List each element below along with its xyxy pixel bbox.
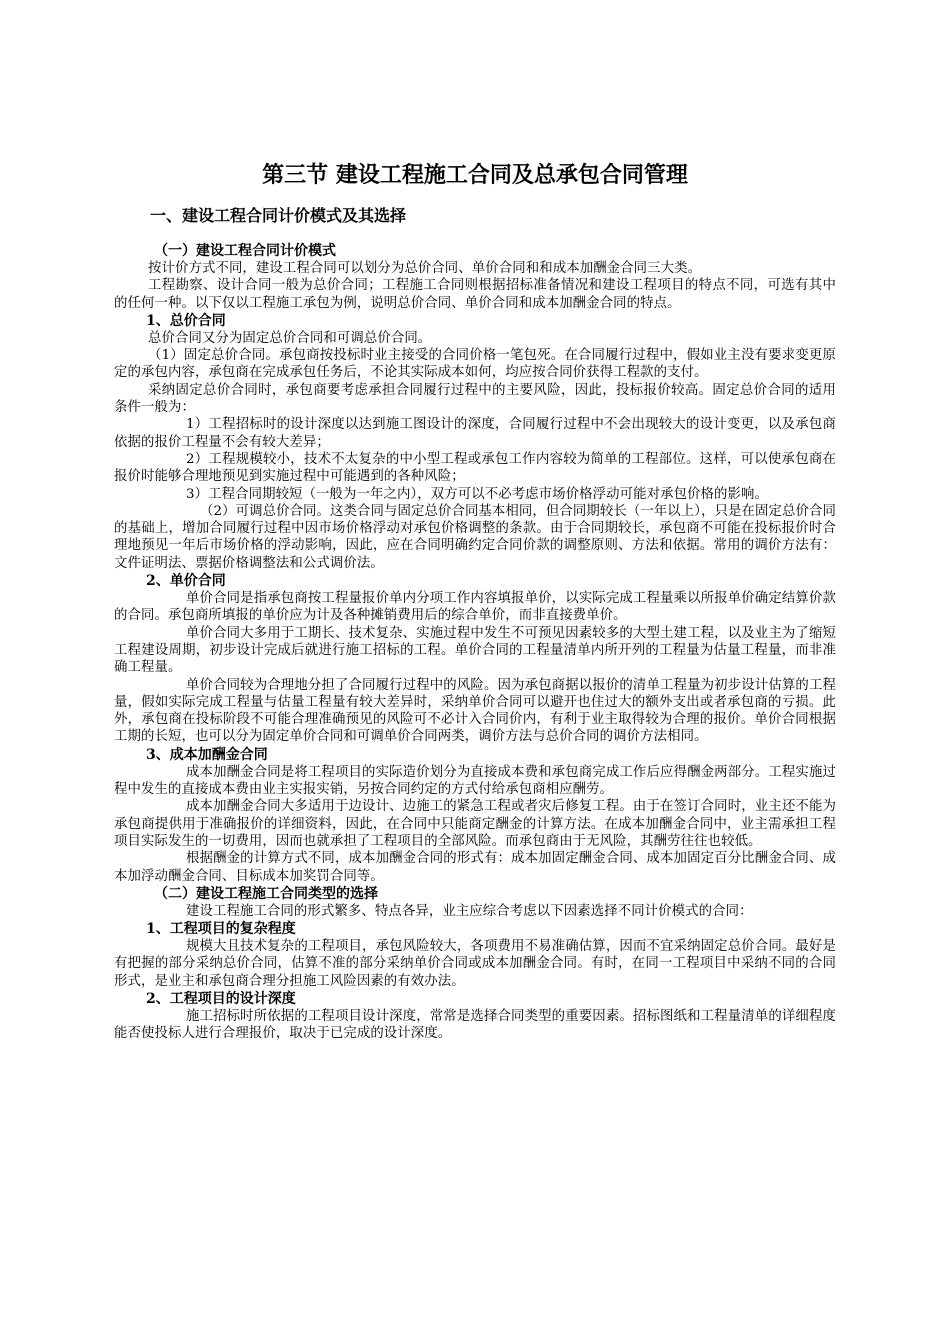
heading-design-depth: 2、工程项目的设计深度: [146, 990, 296, 1007]
paragraph: 总价合同又分为固定总价合同和可调总价合同。: [148, 330, 432, 346]
paragraph: 成本加酬金合同大多适用于边设计、边施工的紧急工程或者灾后修复工程。由于在签订合同时，业主还不能为承包商提供用于准确报价的详细资料，因此，在合同中只能商定酬金的计算方法。在成本加酬金合同中，业主需承担工程项目实际发生的一切费用，因而也就承担了工程项目的全部风险。而承包商由于无风险，其酬劳往往也较低。: [114, 799, 836, 849]
heading-total-price-contract: 1、总价合同: [146, 312, 226, 329]
paragraph: 规模大且技术复杂的工程项目，承包风险较大，各项费用不易准确估算，因而不宜采纳固定总价合同。最好是有把握的部分采纳总价合同，估算不准的部分采纳单价合同或成本加酬金合同。有时，在同一工程项目中采纳不同的合同形式，是业主和承包商合理分担施工风险因素的有效办法。: [114, 939, 836, 989]
paragraph: 根据酬金的计算方式不同，成本加酬金合同的形式有：成本加固定酬金合同、成本加固定百分比酬金合同、成本加浮动酬金合同、目标成本加奖罚合同等。: [114, 851, 836, 884]
list-item: 2）工程规模较小，技术不太复杂的中小型工程或承包工作内容较为简单的工程部位。这样，可以使承包商在报价时能够合理地预见到实施过程中可能遇到的各种风险；: [114, 451, 836, 485]
paragraph: （1）固定总价合同。承包商按投标时业主接受的合同价格一笔包死。在合同履行过程中，假如业主没有要求变更原定的承包内容，承包商在完成承包任务后，不论其实际成本如何，均应按合同价获得工程款的支付。: [114, 348, 836, 381]
paragraph: 单价合同是指承包商按工程量报价单内分项工作内容填报单价，以实际完成工程量乘以所报单价确定结算价款的合同。承包商所填报的单价应为计及各种摊销费用后的综合单价，而非直接费单价。: [114, 591, 836, 624]
paragraph: 成本加酬金合同是将工程项目的实际造价划分为直接成本费和承包商完成工作后应得酬金两部分。工程实施过程中发生的直接成本费由业主实报实销，另按合同约定的方式付给承包商相应酬劳。: [114, 764, 836, 798]
page-title: 第三节 建设工程施工合同及总承包合同管理: [262, 162, 688, 188]
heading-project-complexity: 1、工程项目的复杂程度: [146, 921, 296, 938]
paragraph: 采纳固定总价合同时，承包商要考虑承担合同履行过程中的主要风险，因此，投标报价较高。固定总价合同的适用条件一般为：: [114, 382, 836, 416]
paragraph: 按计价方式不同，建设工程合同可以划分为总价合同、单价合同和和成本加酬金合同三大类。: [148, 261, 702, 276]
subsection-heading-contract-selection: （二）建设工程施工合同类型的选择: [154, 885, 378, 902]
paragraph: 施工招标时所依据的工程项目设计深度，常常是选择合同类型的重要因素。招标图纸和工程量清单的详细程度能否使投标人进行合理报价，取决于已完成的设计深度。: [114, 1008, 836, 1042]
heading-cost-plus-contract: 3、成本加酬金合同: [146, 746, 268, 763]
paragraph: 单价合同大多用于工期长、技术复杂、实施过程中发生不可预见因素较多的大型土建工程，以及业主为了缩短工程建设周期，初步设计完成后就进行施工招标的工程。单价合同的工程量清单内所开列的工程量为估量工程量，而非准确工程量。: [114, 625, 836, 676]
paragraph: 单价合同较为合理地分担了合同履行过程中的风险。因为承包商据以报价的清单工程量为初步设计估算的工程量，假如实际完成工程量与估量工程量有较大差异时，采纳单价合同可以避开也住过大的额外支出或者承包商的亏损。此外，承包商在投标阶段不可能合理准确预见的风险可不必计入合同价内，有利于业主取得较为合理的报价。单价合同根据工期的长短，也可以分为固定单价合同和可调单价合同两类，调价方法与总价合同的调价方法相同。: [114, 677, 836, 745]
section-heading-pricing-modes: 一、建设工程合同计价模式及其选择: [150, 206, 407, 225]
list-item: 3）工程合同期较短（一般为一年之内），双方可以不必考虑市场价格浮动可能对承包价格的影响。: [186, 486, 769, 502]
subsection-heading-pricing-modes: （一）建设工程合同计价模式: [154, 243, 336, 259]
list-item: 1）工程招标时的设计深度以达到施工图设计的深度，合同履行过程中不会出现较大的设计变更，以及承包商依据的报价工程量不会有较大差异；: [114, 417, 836, 450]
paragraph: 建设工程施工合同的形式繁多、特点各异，业主应综合考虑以下因素选择不同计价模式的合同：: [186, 903, 753, 919]
paragraph: 工程勘察、设计合同一般为总价合同；工程施工合同则根据招标准备情况和建设工程项目的特点不同，可选有其中的任何一种。以下仅以工程施工承包为例，说明总价合同、单价合同和成本加酬金合同的特点。: [114, 278, 836, 311]
document-body: [114, 158, 836, 1043]
heading-unit-price-contract: 2、单价合同: [146, 573, 226, 590]
paragraph: （2）可调总价合同。这类合同与固定总价合同基本相同，但合同期较长（一年以上），只是在固定总价合同的基础上，增加合同履行过程中因市场价格浮动对承包价格调整的条款。由于合同期较长，承包商不可能在投标报价时合理地预见一年后市场价格的浮动影响，因此，应在合同明确约定合同价款的调整原则、方法和依据。常用的调价方法有：文件证明法、票据价格调整法和公式调价法。: [114, 503, 836, 571]
